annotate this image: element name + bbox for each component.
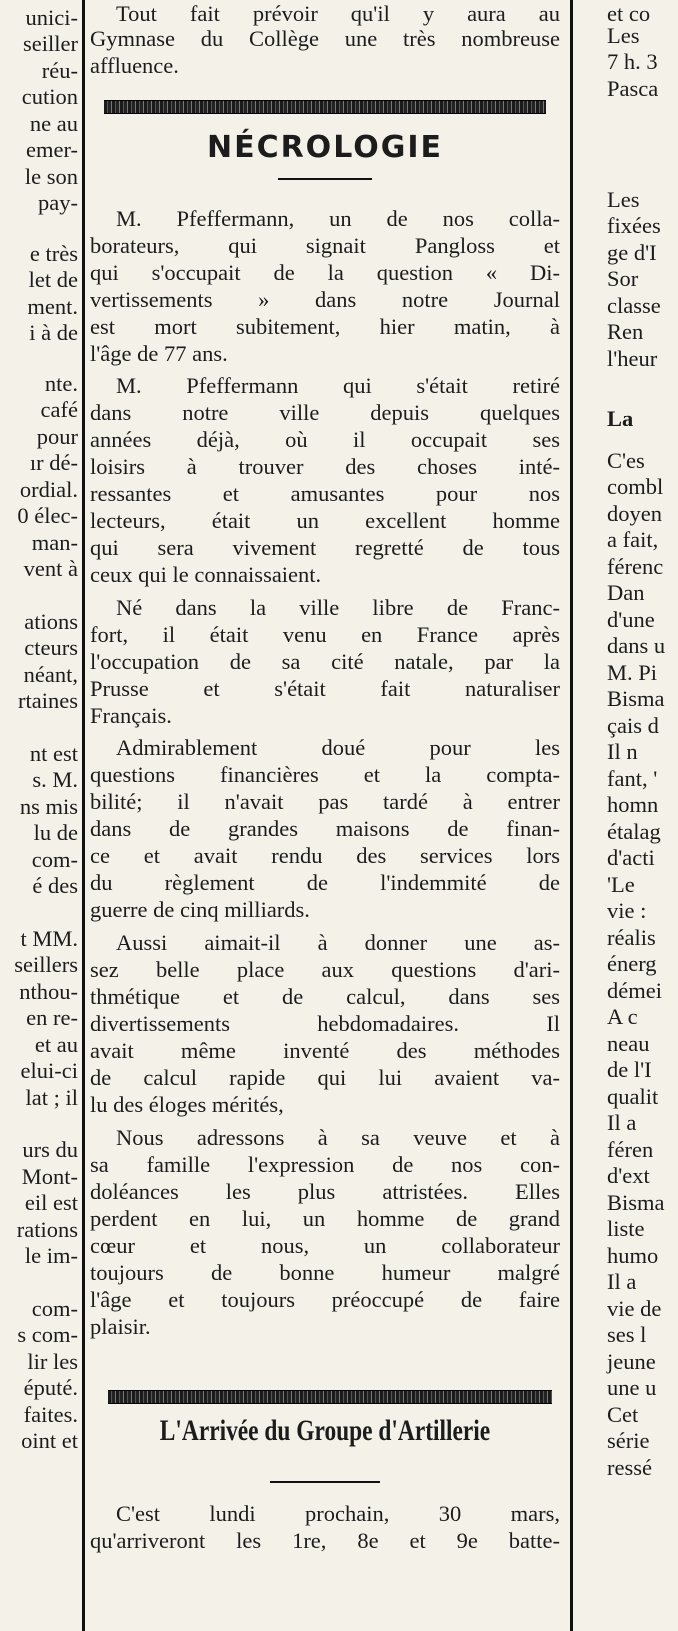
text-line: Ren xyxy=(607,319,644,344)
text-line: Aussi aimait-il à donner une as- xyxy=(116,930,560,955)
text-line: humo xyxy=(607,1243,659,1268)
text-line: série xyxy=(607,1428,650,1453)
text-line: seiller xyxy=(23,31,78,56)
text-line: ne au xyxy=(29,111,78,136)
text-line: a fait, xyxy=(607,527,659,552)
text-line: Mont- xyxy=(21,1164,78,1189)
text-line: Admirablement doué pour les xyxy=(116,735,560,760)
text-line: i à de xyxy=(29,320,78,345)
text-line: Français. xyxy=(90,703,172,728)
text-line: ressantes et amusantes pour nos xyxy=(90,481,560,506)
heading-underline xyxy=(278,178,372,180)
text-line: ce et avait rendu des services lors xyxy=(90,843,560,868)
text-line: l'âge et toujours préoccupé de faire xyxy=(90,1287,560,1312)
text-line: ses l xyxy=(607,1322,647,1347)
left-column-fragment xyxy=(0,0,80,1631)
text-line: lu des éloges mérités, xyxy=(90,1092,284,1117)
text-line: doyen xyxy=(607,501,662,526)
text-line: dans notre ville depuis quelques xyxy=(90,400,560,425)
text-line: lecteurs, était un excellent homme xyxy=(90,508,560,533)
text-line: étalag xyxy=(607,819,661,844)
text-line: liste xyxy=(607,1216,645,1241)
text-line: seillers xyxy=(14,952,78,977)
text-line: nte. xyxy=(44,371,78,396)
necrologie-heading: NÉCROLOGIE xyxy=(206,130,444,165)
text-line: ır dé- xyxy=(29,450,78,475)
heading-underline xyxy=(270,1481,380,1483)
text-line: de l'I xyxy=(607,1057,652,1082)
text-line: t MM. xyxy=(20,926,78,951)
text-line: é des xyxy=(32,873,78,898)
text-line: est mort subitement, hier matin, à xyxy=(90,314,560,339)
text-line: faites. xyxy=(23,1402,78,1427)
text-line: e très xyxy=(29,241,78,266)
text-line: com- xyxy=(31,847,78,872)
text-line: ge d'I xyxy=(607,240,657,265)
text-line: ns mis xyxy=(19,794,78,819)
text-line: guerre de cinq milliards. xyxy=(90,897,310,922)
artillerie-heading: L'Arrivée du Groupe d'Artillerie xyxy=(159,1414,491,1447)
column-rule-left xyxy=(82,0,85,1631)
text-line: du règlement de l'indemmité de xyxy=(90,870,560,895)
text-line: elui-ci xyxy=(20,1058,78,1083)
text-line: combl xyxy=(607,474,664,499)
text-line: Il a xyxy=(607,1110,637,1135)
text-line: et au xyxy=(34,1032,78,1057)
section-separator-bar xyxy=(104,100,546,114)
text-line: ceux qui le connaissaient. xyxy=(90,562,322,587)
text-line: Né dans la ville libre de Franc- xyxy=(116,595,560,620)
text-line: qui sera vivement regretté de tous xyxy=(90,535,560,560)
text-line: Bisma xyxy=(607,686,665,711)
text-line: M. Pfeffermann qui s'était retiré xyxy=(116,373,560,398)
text-line: l'âge de 77 ans. xyxy=(90,341,228,366)
text-line: fort, il était venu en France après xyxy=(90,622,560,647)
main-column xyxy=(90,0,560,1631)
text-line: 0 élec- xyxy=(17,503,78,528)
text-line: néant, xyxy=(23,662,78,687)
text-line: ressé xyxy=(607,1455,652,1480)
text-line: cution xyxy=(21,84,78,109)
right-column-fragment xyxy=(604,0,678,1631)
text-line: unici- xyxy=(25,5,78,30)
text-line: dans de grandes maisons de finan- xyxy=(90,816,560,841)
text-line: qualit xyxy=(607,1084,659,1109)
text-line: qu'arriveront les 1re, 8e et 9e batte- xyxy=(90,1528,560,1553)
column-rule-right xyxy=(570,0,573,1631)
text-line: réu- xyxy=(41,58,78,83)
text-line: homn xyxy=(607,792,659,817)
text-line: sez belle place aux questions d'ari- xyxy=(90,957,560,982)
text-line: cteurs xyxy=(24,635,78,660)
text-line: nthou- xyxy=(19,979,78,1004)
text-line: affluence. xyxy=(90,53,179,78)
text-line: C'es xyxy=(607,448,645,473)
text-line: neau xyxy=(607,1031,650,1056)
text-line: et co xyxy=(607,1,651,26)
text-line: 'Le xyxy=(607,872,635,897)
text-line: de calcul rapide qui lui avaient va- xyxy=(90,1065,560,1090)
text-line: M. Pfeffermann, un de nos colla- xyxy=(116,206,560,231)
text-line: sa famille l'expression de nos con- xyxy=(90,1152,560,1177)
text-line: d'une xyxy=(607,607,655,632)
text-line: 7 h. 3 xyxy=(607,49,658,74)
text-line: s. M. xyxy=(32,767,78,792)
text-line: l'occupation de sa cité natale, par la xyxy=(90,649,560,674)
text-line: Prusse et s'était fait naturaliser xyxy=(90,676,560,701)
text-line: Dan xyxy=(607,580,645,605)
text-line: plaisir. xyxy=(90,1314,151,1339)
text-line: pay- xyxy=(38,190,78,215)
text-line: Il n xyxy=(607,739,638,764)
text-line: jeune xyxy=(607,1349,656,1374)
text-line: vie : xyxy=(607,898,647,923)
text-line: nt est xyxy=(29,741,78,766)
text-line: rtaines xyxy=(18,688,78,713)
text-line: d'acti xyxy=(607,845,655,870)
text-line: bilité; il n'avait pas tardé à entrer xyxy=(90,789,560,814)
text-line: lir les xyxy=(27,1349,78,1374)
text-line: Bisma xyxy=(607,1190,665,1215)
text-line: réalis xyxy=(607,925,656,950)
section-separator-bar xyxy=(108,1390,552,1404)
text-line: eil est xyxy=(24,1190,78,1215)
text-line: fant, ' xyxy=(607,766,658,791)
text-line: ment. xyxy=(27,294,78,319)
text-line: années déjà, où il occupait ses xyxy=(90,427,560,452)
text-line: fixées xyxy=(607,213,661,238)
text-line: vent à xyxy=(23,556,78,581)
text-line: féren xyxy=(607,1137,654,1162)
text-line: d'ext xyxy=(607,1163,650,1188)
text-line: café xyxy=(40,397,78,422)
text-line: avait même inventé des méthodes xyxy=(90,1038,560,1063)
text-line: férenc xyxy=(607,554,664,579)
text-line: le im- xyxy=(24,1243,78,1268)
text-line: l'heur xyxy=(607,346,658,371)
text-line: Nous adressons à sa veuve et à xyxy=(116,1125,560,1150)
text-line: démei xyxy=(607,978,662,1003)
text-line: classe xyxy=(607,293,661,318)
text-line: La xyxy=(607,406,634,431)
text-line: le son xyxy=(24,164,78,189)
text-line: pour xyxy=(36,424,78,449)
text-line: urs du xyxy=(22,1137,78,1162)
text-line: ations xyxy=(24,609,78,634)
text-line: s com- xyxy=(17,1322,78,1347)
text-line: questions financières et la compta- xyxy=(90,762,560,787)
text-line: emer- xyxy=(25,137,78,162)
text-line: énerg xyxy=(607,951,657,976)
text-line: oint et xyxy=(21,1428,78,1453)
text-line: en re- xyxy=(26,1005,78,1030)
text-line: loisirs à trouver des choses inté- xyxy=(90,454,560,479)
text-line: une u xyxy=(607,1375,657,1400)
text-line: cœur et nous, un collaborateur xyxy=(90,1233,560,1258)
text-line: C'est lundi prochain, 30 mars, xyxy=(116,1501,560,1526)
text-line: thmétique et de calcul, dans ses xyxy=(90,984,560,1009)
text-line: A c xyxy=(607,1004,638,1029)
text-line: vertissements » dans notre Journal xyxy=(90,287,560,312)
text-line: lat ; il xyxy=(25,1085,78,1110)
text-line: ordial. xyxy=(19,477,78,502)
text-line: qui s'occupait de la question « Di- xyxy=(90,260,560,285)
text-line: Les xyxy=(607,187,640,212)
text-line: M. Pi xyxy=(607,660,658,685)
text-line: Sor xyxy=(607,266,639,291)
text-line: let de xyxy=(28,267,78,292)
text-line: divertissements hebdomadaires. Il xyxy=(90,1011,560,1036)
text-line: Gymnase du Collège une très nombreuse xyxy=(90,26,560,51)
text-line: Il a xyxy=(607,1269,637,1294)
text-line: Pasca xyxy=(607,76,659,101)
text-line: Cet xyxy=(607,1402,639,1427)
text-line: éputé. xyxy=(23,1375,78,1400)
text-line: man- xyxy=(31,530,78,555)
text-line: com- xyxy=(31,1296,78,1321)
text-line: rations xyxy=(16,1217,78,1242)
text-line: lu de xyxy=(33,820,78,845)
text-line: Tout fait prévoir qu'il y aura au xyxy=(116,1,560,26)
text-line: vie de xyxy=(607,1296,662,1321)
text-line: borateurs, qui signait Pangloss et xyxy=(90,233,560,258)
text-line: doléances les plus attristées. Elles xyxy=(90,1179,560,1204)
text-line: perdent en lui, un homme de grand xyxy=(90,1206,560,1231)
text-line: çais d xyxy=(607,713,659,738)
text-line: dans u xyxy=(607,633,666,658)
text-line: toujours de bonne humeur malgré xyxy=(90,1260,560,1285)
text-line: Les xyxy=(607,23,640,48)
